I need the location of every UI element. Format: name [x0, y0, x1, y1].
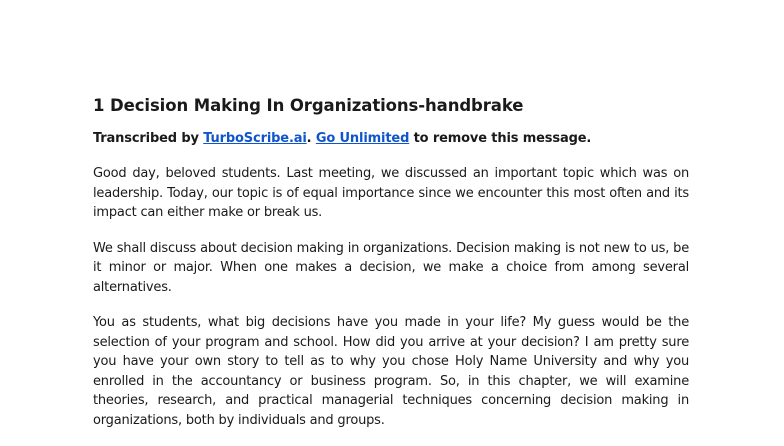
turboscribe-link[interactable]: TurboScribe.ai — [203, 131, 307, 146]
transcribed-separator: . — [306, 131, 316, 146]
paragraph: Good day, beloved students. Last meeting, we discussed an important topic which was on leadership. Today, our topic is of equal importance since we encounter this most often and its impact can either make or break us. — [93, 166, 689, 220]
transcribed-suffix: to remove this message. — [409, 131, 592, 146]
paragraph: We shall discuss about decision making in organizations. Decision making is not new to us, be it minor or major. When one makes a decision, we make a choice from among several alternatives. — [93, 240, 689, 295]
document-title: 1 Decision Making In Organizations-handbrake — [93, 96, 524, 115]
transcription-notice — [93, 130, 689, 148]
transcribed-prefix: Transcribed by — [93, 131, 204, 146]
document-page — [93, 96, 689, 446]
go-unlimited-link[interactable]: Go Unlimited — [315, 131, 410, 146]
paragraph: You as students, what big decisions have you made in your life? My guess would be the selection of your program and school. How did you arrive at your decision? I am pretty sure you have your own story to tell as to why you chose Holy Name University and why you enrolled in the accountancy or business program. So, in this chapter, we will examine theories, research, and practical managerial techniques concerning decision making in organizations, both by individuals and groups. — [93, 315, 689, 428]
